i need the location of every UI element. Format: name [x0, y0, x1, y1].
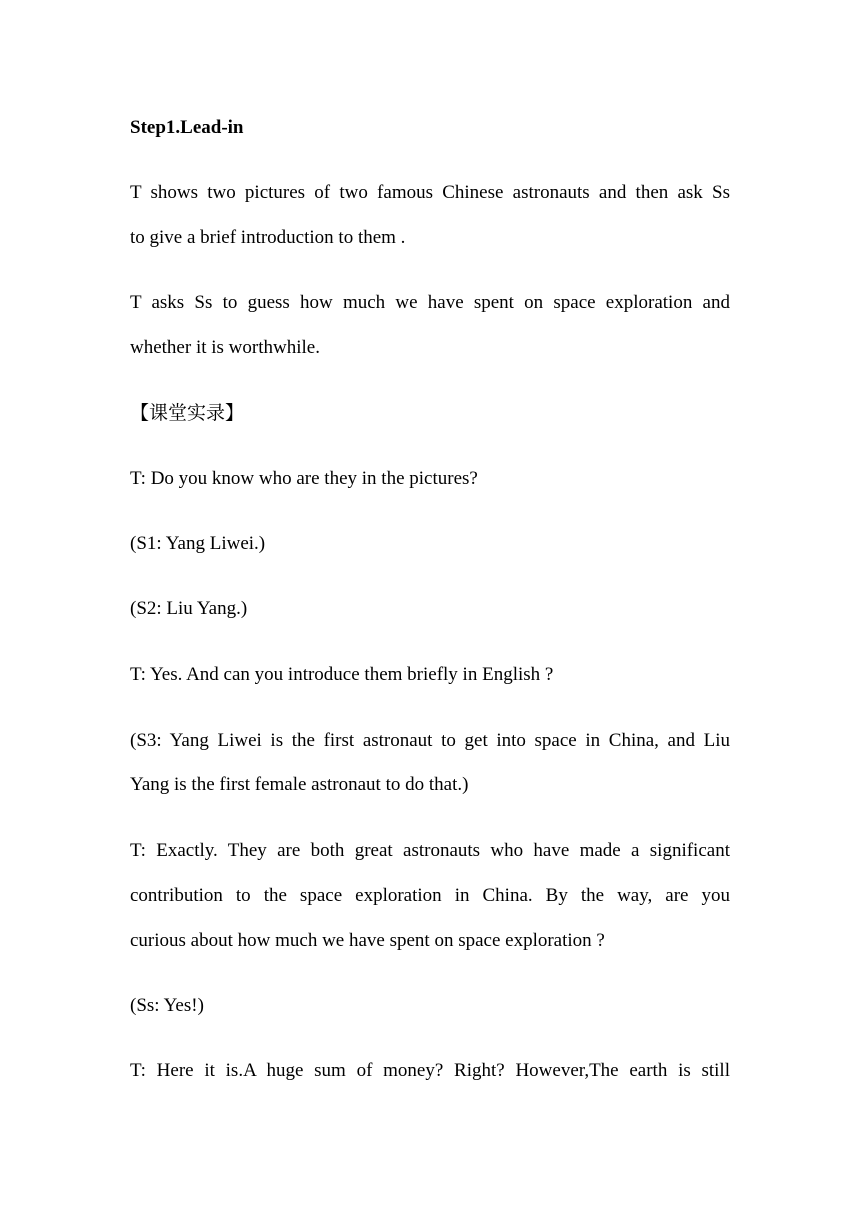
teacher-question-1: T: Do you know who are they in the pictures? [130, 468, 478, 489]
paragraph-2-line-1: T asks Ss to guess how much we have spent on space exploration and [130, 292, 730, 313]
step-heading: Step1.Lead-in [130, 117, 244, 138]
student-answer-3-line-2: Yang is the first female astronaut to do that.) [130, 774, 469, 795]
paragraph-1-line-1: T shows two pictures of two famous Chinese astronauts and then ask Ss [130, 182, 730, 203]
student-answer-2: (S2: Liu Yang.) [130, 598, 248, 619]
classroom-record-heading: 【课堂实录】 [130, 402, 245, 424]
students-reply: (Ss: Yes!) [130, 995, 204, 1016]
teacher-statement-line-2: contribution to the space exploration in China. By the way, are you [130, 885, 730, 906]
student-answer-3-line-1: (S3: Yang Liwei is the first astronaut to get into space in China, and Liu [130, 730, 730, 751]
teacher-statement-2-line-1: T: Here it is.A huge sum of money? Right? However,The earth is still [130, 1060, 730, 1081]
student-answer-1: (S1: Yang Liwei.) [130, 533, 266, 554]
paragraph-1-line-2: to give a brief introduction to them . [130, 227, 406, 248]
paragraph-2-line-2: whether it is worthwhile. [130, 337, 320, 358]
teacher-statement-line-1: T: Exactly. They are both great astronauts who have made a significant [130, 840, 730, 861]
teacher-question-2: T: Yes. And can you introduce them briefly in English ? [130, 664, 554, 685]
teacher-statement-line-3: curious about how much we have spent on space exploration ? [130, 930, 605, 951]
